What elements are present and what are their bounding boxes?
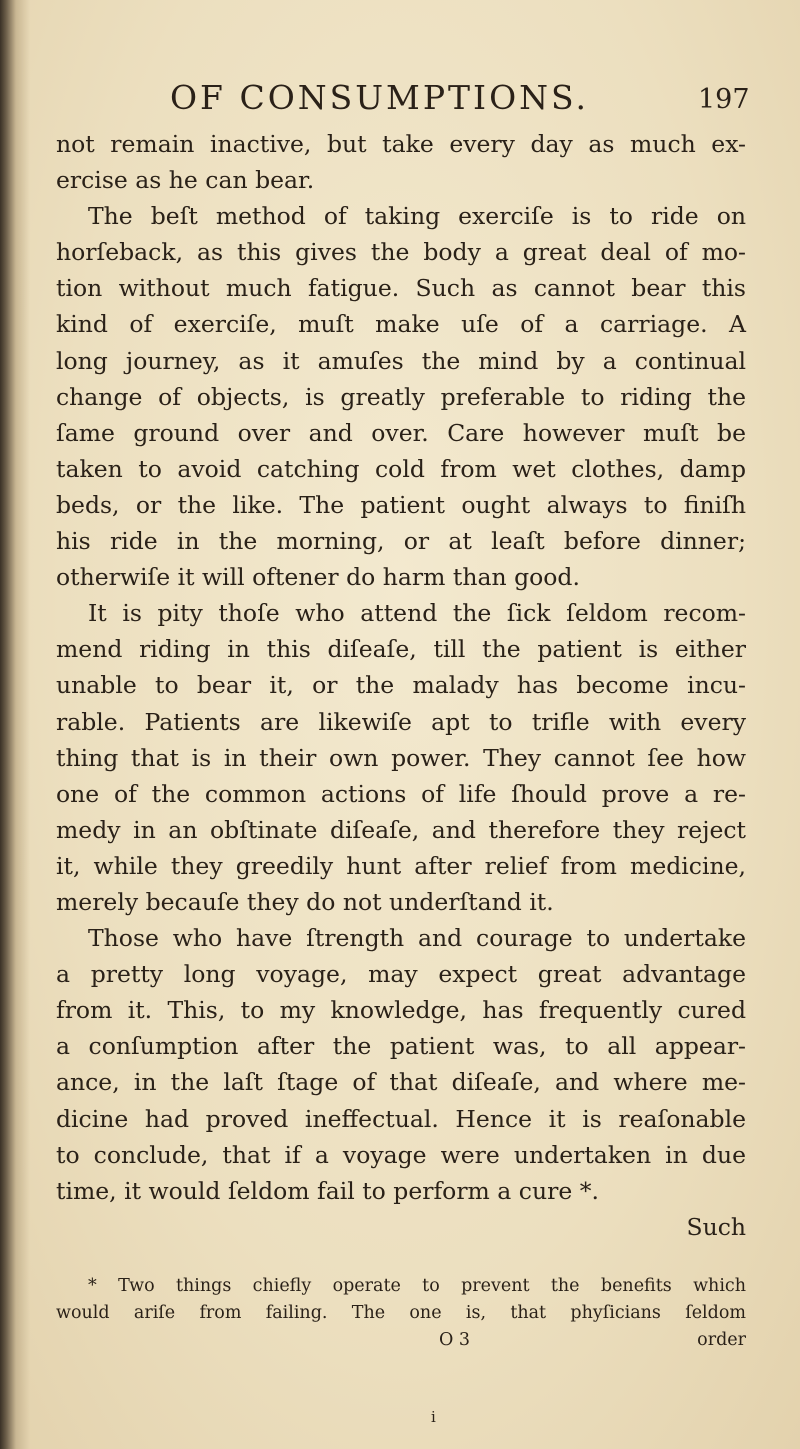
catchword-line: Such xyxy=(686,1212,746,1241)
running-head xyxy=(0,78,800,122)
text-line: thing that is in their own power. They cannot ſee how xyxy=(56,743,746,772)
footnote-line: would ariſe from failing. The one is, that phyſicians ſeldom xyxy=(56,1303,746,1323)
binding-gutter-shadow xyxy=(0,0,30,1449)
stray-mark: i xyxy=(431,1408,436,1426)
text-line: a pretty long voyage, may expect great advantage xyxy=(56,960,746,989)
text-line: it, while they greedily hunt after relief from medicine, xyxy=(56,851,746,880)
text-line: to conclude, that if a voyage were undertaken in due xyxy=(56,1140,746,1169)
footnote xyxy=(56,1273,746,1354)
text-line: ercise as he can bear. xyxy=(56,166,315,195)
text-line: Those who have ſtrength and courage to undertake xyxy=(88,924,746,953)
text-line: taken to avoid catching cold from wet clothes, damp xyxy=(56,454,746,483)
text-line: beds, or the like. The patient ought always to finiſh xyxy=(56,490,746,519)
running-title: OF CONSUMPTIONS. xyxy=(170,78,589,117)
text-line: from it. This, to my knowledge, has frequently cured xyxy=(56,996,746,1025)
text-line: ſame ground over and over. Care however muſt be xyxy=(56,418,746,447)
text-line: long journey, as it amuſes the mind by a continual xyxy=(56,346,746,375)
text-line: his ride in the morning, or at leaſt before dinner; xyxy=(56,527,746,556)
footnote-signature-line xyxy=(56,1327,746,1354)
body-text xyxy=(56,126,746,1245)
footnote-catchword: order xyxy=(697,1330,746,1350)
text-line: horſeback, as this gives the body a great deal of mo- xyxy=(56,238,746,267)
text-line: medy in an obſtinate diſeaſe, and therefore they reject xyxy=(56,815,746,844)
text-line: rable. Patients are likewiſe apt to trifle with every xyxy=(56,707,746,736)
text-line: kind of exerciſe, muſt make uſe of a carriage. A xyxy=(56,310,746,339)
page-number: 197 xyxy=(698,84,750,115)
text-line: unable to bear it, or the malady has become incu- xyxy=(56,671,746,700)
text-line: merely becauſe they do not underſtand it. xyxy=(56,887,554,916)
text-line: It is pity thoſe who attend the ſick ſeldom recom- xyxy=(88,599,746,628)
text-line: one of the common actions of life ſhould prove a re- xyxy=(56,779,746,808)
text-line: tion without much fatigue. Such as cannot bear this xyxy=(56,274,746,303)
text-line: ance, in the laſt ſtage of that diſeaſe, and where me- xyxy=(56,1068,746,1097)
signature-mark: O 3 xyxy=(439,1330,471,1350)
text-line: mend riding in this diſeaſe, till the patient is either xyxy=(56,635,746,664)
footnote-line: * Two things chiefly operate to prevent the benefits which xyxy=(88,1276,746,1296)
text-line: dicine had proved ineffectual. Hence it is reaſonable xyxy=(56,1104,746,1133)
text-line: a conſumption after the patient was, to all appear- xyxy=(56,1032,746,1061)
text-line: time, it would ſeldom fail to perform a cure *. xyxy=(56,1176,599,1205)
text-line: otherwiſe it will oftener do harm than good. xyxy=(56,563,580,592)
text-line: The beſt method of taking exerciſe is to ride on xyxy=(88,202,746,231)
text-line: not remain inactive, but take every day as much ex- xyxy=(56,130,746,158)
text-line: change of objects, is greatly preferable to riding the xyxy=(56,382,746,411)
